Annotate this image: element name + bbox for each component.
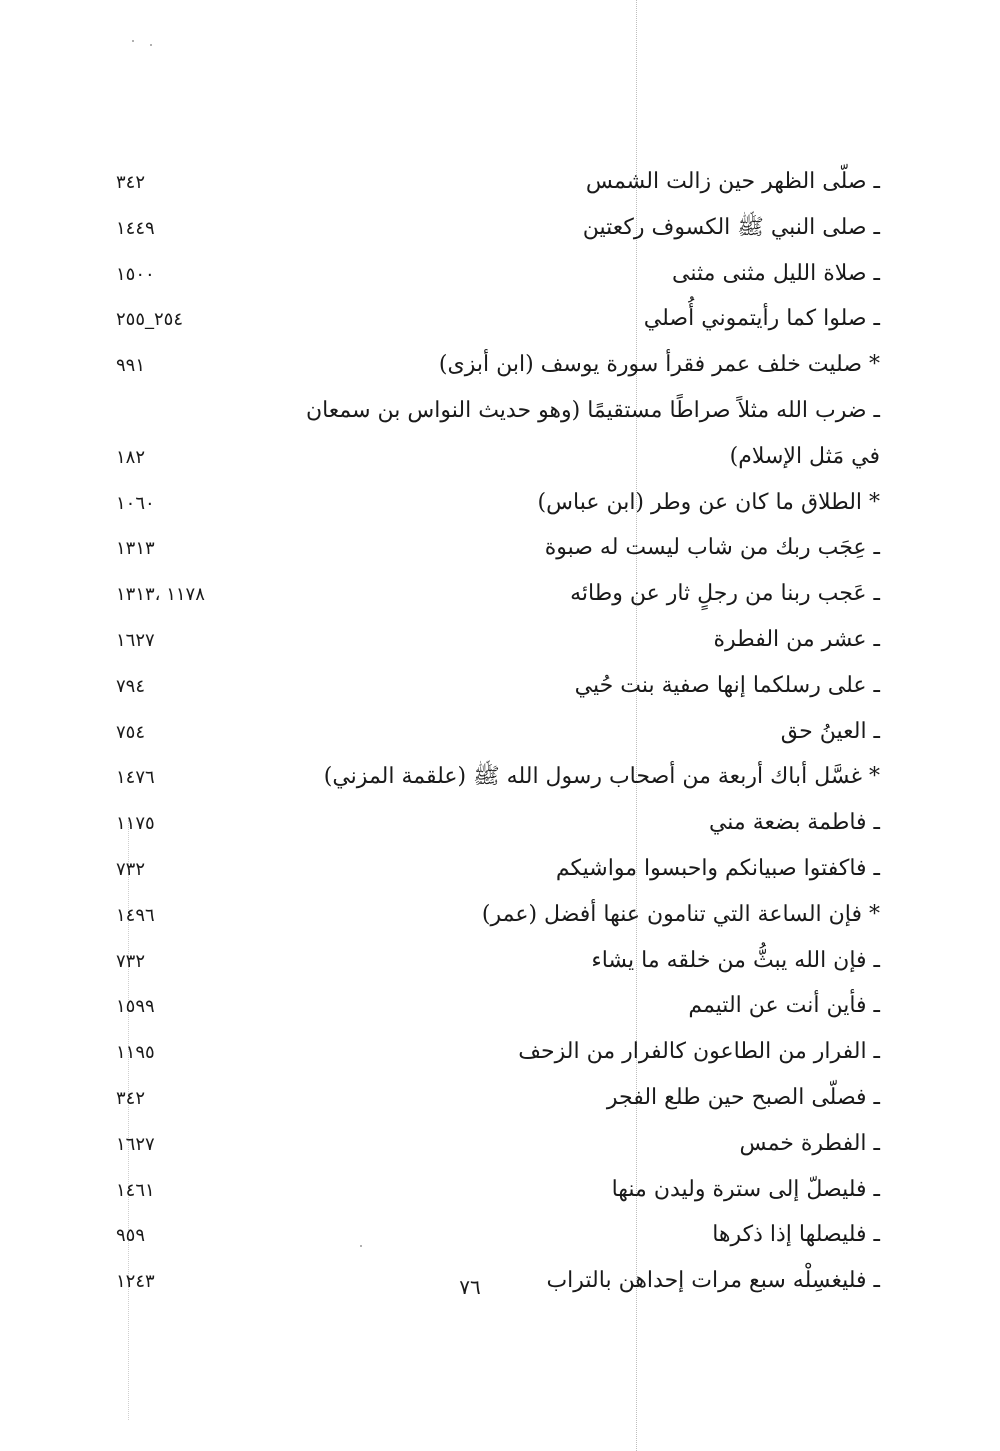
index-entry: [0, 162, 1000, 208]
index-entry: [0, 1215, 1000, 1261]
entry-text: ـ فليصلها إذا ذكرها: [712, 1222, 880, 1248]
index-entry: [0, 528, 1000, 574]
entry-text: ـ فاطمة بضعة مني: [708, 810, 880, 836]
entry-text: ـ صلى النبي ﷺ الكسوف ركعتين: [582, 214, 880, 240]
entry-page-ref: ١٨٢: [116, 446, 146, 468]
index-entry: [0, 712, 1000, 758]
entry-page-ref: ١١٧٥: [116, 813, 155, 835]
index-entry: [0, 666, 1000, 712]
entry-text: * فإن الساعة التي تنامون عنها أفضل (عمر): [481, 901, 880, 927]
entry-page-ref: ١٥٩٩: [116, 996, 155, 1018]
entry-page-ref: ٧٣٢: [116, 858, 146, 880]
entry-text: * الطلاق ما كان عن وطر (ابن عباس): [537, 489, 880, 515]
scan-speck: [132, 40, 134, 42]
entry-text: ـ عِجَب ربك من شاب ليست له صبوة: [544, 535, 880, 561]
index-entry: [0, 941, 1000, 987]
entry-page-ref: ٣٤٢: [116, 1087, 146, 1109]
index-entry: [0, 620, 1000, 666]
entry-page-ref: ١٣١٣: [116, 538, 155, 560]
entry-page-ref: ٢٥٥_٢٥٤: [116, 309, 184, 331]
entry-text: ـ الفرار من الطاعون كالفرار من الزحف: [518, 1039, 880, 1065]
index-entry: [0, 1124, 1000, 1170]
entry-text: ـ صلوا كما رأيتموني أُصلي: [643, 306, 880, 332]
index-entry: [0, 1170, 1000, 1216]
entry-page-ref: ١٣١٣، ١١٧٨: [116, 584, 205, 606]
index-entry: [0, 574, 1000, 620]
entry-page-ref: ١٤٩٦: [116, 904, 155, 926]
index-entry: [0, 391, 1000, 437]
index-entry: [0, 254, 1000, 300]
hadith-index-list: [0, 162, 1000, 1307]
entry-page-ref: ٧٥٤: [116, 721, 146, 743]
index-entry: [0, 483, 1000, 529]
entry-text: ـ فليغسِلْه سبع مرات إحداهن بالتراب: [546, 1268, 880, 1294]
entry-text: في مَثل الإسلام): [729, 443, 880, 469]
entry-text: ـ فاكفتوا صبيانكم واحبسوا مواشيكم: [555, 855, 880, 881]
index-entry: [0, 849, 1000, 895]
entry-text: ـ ضرب الله مثلاً صراطًا مستقيمًا (وهو حديث النواس بن سمعان: [305, 397, 880, 423]
index-entry: [0, 1032, 1000, 1078]
entry-text: ـ فإن الله يبثُّ من خلقه ما يشاء: [591, 947, 880, 973]
entry-page-ref: ٧٣٢: [116, 950, 146, 972]
entry-text: ـ عَجب ربنا من رجلٍ ثار عن وطائه: [570, 581, 880, 607]
entry-page-ref: ٩٩١: [116, 355, 146, 377]
entry-page-ref: ١٤٤٩: [116, 217, 155, 239]
entry-page-ref: ٩٥٩: [116, 1225, 146, 1247]
index-entry: [0, 895, 1000, 941]
entry-text: ـ فأين أنت عن التيمم: [688, 993, 880, 1019]
entry-page-ref: ٧٩٤: [116, 675, 146, 697]
entry-text: ـ صلّى الظهر حين زالت الشمس: [585, 169, 880, 194]
index-entry: [0, 299, 1000, 345]
index-entry: [0, 1078, 1000, 1124]
entry-text: ـ الفطرة خمس: [739, 1130, 880, 1156]
entry-page-ref: ١٦٢٧: [116, 1133, 155, 1155]
entry-text: ـ العينُ حق: [780, 718, 880, 744]
index-entry: [0, 757, 1000, 803]
entry-page-ref: ١٠٦٠: [116, 492, 155, 514]
entry-page-ref: ١٢٤٣: [116, 1271, 155, 1293]
entry-text: ـ عشر من الفطرة: [713, 626, 880, 652]
index-entry: [0, 208, 1000, 254]
entry-page-ref: ٣٤٢: [116, 172, 146, 193]
entry-text: ـ فليصلّ إلى سترة وليدن منها: [611, 1176, 880, 1202]
scan-speck: [150, 44, 152, 46]
entry-text: * غسَّل أباك أربعة من أصحاب رسول الله ﷺ (علقمة المزني): [323, 764, 880, 790]
index-entry: [0, 345, 1000, 391]
entry-text: ـ صلاة الليل مثنى مثنى: [672, 260, 880, 286]
entry-page-ref: ١٤٦١: [116, 1179, 155, 1201]
entry-page-ref: ١١٩٥: [116, 1042, 155, 1064]
index-entry: [0, 803, 1000, 849]
entry-page-ref: ١٥٠٠: [116, 263, 155, 285]
entry-text: ـ على رسلكما إنها صفية بنت حُيي: [574, 672, 880, 698]
entry-text: * صليت خلف عمر فقرأ سورة يوسف (ابن أبزى): [438, 352, 880, 378]
index-entry: [0, 986, 1000, 1032]
index-entry: [0, 437, 1000, 483]
entry-page-ref: ١٦٢٧: [116, 629, 155, 651]
entry-text: ـ فصلّى الصبح حين طلع الفجر: [606, 1084, 880, 1110]
page-number: ٧٦: [459, 1275, 481, 1299]
entry-page-ref: ١٤٧٦: [116, 767, 155, 789]
